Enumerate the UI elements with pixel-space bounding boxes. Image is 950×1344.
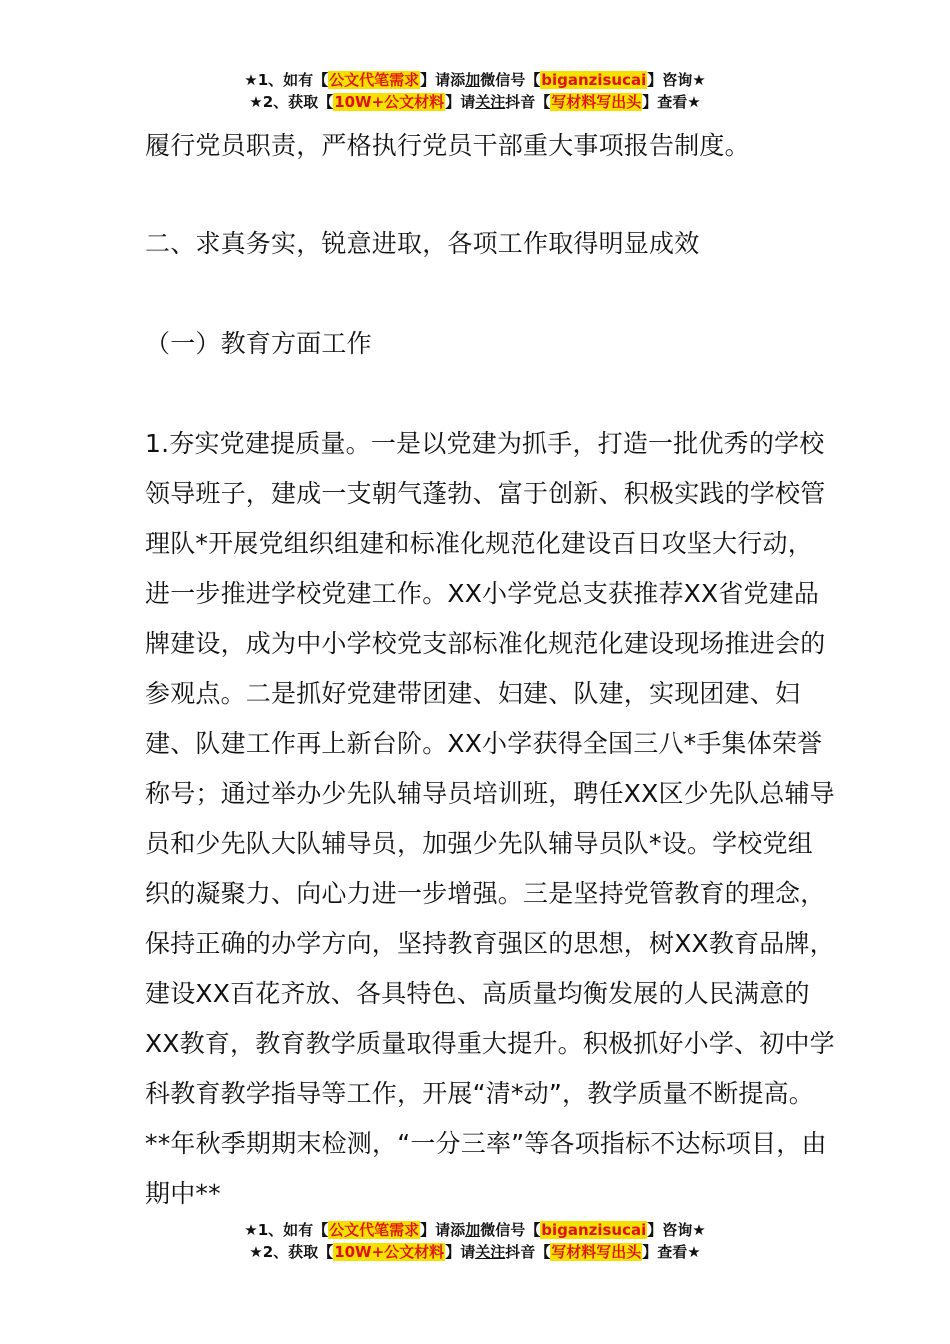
subsection-heading: （一）教育方面工作 xyxy=(145,329,372,358)
highlight-douyin-account: 写材料写出头 xyxy=(551,93,642,111)
promo-banner-bottom xyxy=(0,1219,950,1263)
section-heading: 二、求真务实，锐意进取，各项工作取得明显成效 xyxy=(145,229,700,258)
promo-banner-top xyxy=(0,69,950,113)
highlight-materials: 10W+公文材料 xyxy=(334,93,445,111)
highlight-wechat-id: biganzisucai xyxy=(541,1221,647,1239)
promo-line-2: ★2、获取【10W+公文材料】请关注抖音【写材料写出头】查看★ xyxy=(249,1243,701,1261)
paragraph-continuation: 履行党员职责，严格执行党员干部重大事项报告制度。 xyxy=(145,131,750,160)
highlight-wechat-id: biganzisucai xyxy=(541,71,647,89)
highlight-douyin-account: 写材料写出头 xyxy=(551,1243,642,1261)
highlight-materials: 10W+公文材料 xyxy=(334,1243,445,1261)
highlight-service: 公文代笔需求 xyxy=(329,71,420,89)
promo-line-1: ★1、如有【公文代笔需求】请添加微信号【biganzisucai】咨询★ xyxy=(244,71,706,89)
body-paragraph: 1.夯实党建提质量。一是以党建为抓手，打造一批优秀的学校领导班子，建成一支朝气蓬勃、富于创新、积极实践的学校管理队*开展党组织组建和标准化规范化建设百日攻坚大行动，进一步推进学校党建工作。XX小学党总支获推荐XX省党建品牌建设，成为中小学校党支部标准化规范化建设现场推进会的参观点。二是抓好党建带团建、妇建、队建，实现团建、妇建、队建工作再上新台阶。XX小学获得全国三八*手集体荣誉称号；通过举办少先队辅导员培训班，聘任XX区少先队总辅导员和少先队大队辅导员，加强少先队辅导员队*设。学校党组织的凝聚力、向心力进一步增强。三是坚持党管教育的理念，保持正确的办学方向，坚持教育强区的思想，树XX教育品牌，建设XX百花齐放、各具特色、高质量均衡发展的人民满意的XX教育，教育教学质量取得重大提升。积极抓好小学、初中学科教育教学指导等工作，开展“清*动”，教学质量不断提高。**年秋季期期末检测，“一分三率”等各项指标不达标项目，由期中** xyxy=(145,429,835,1208)
highlight-service: 公文代笔需求 xyxy=(329,1221,420,1239)
promo-line-2: ★2、获取【10W+公文材料】请关注抖音【写材料写出头】查看★ xyxy=(249,93,701,111)
promo-line-1: ★1、如有【公文代笔需求】请添加微信号【biganzisucai】咨询★ xyxy=(244,1221,706,1239)
